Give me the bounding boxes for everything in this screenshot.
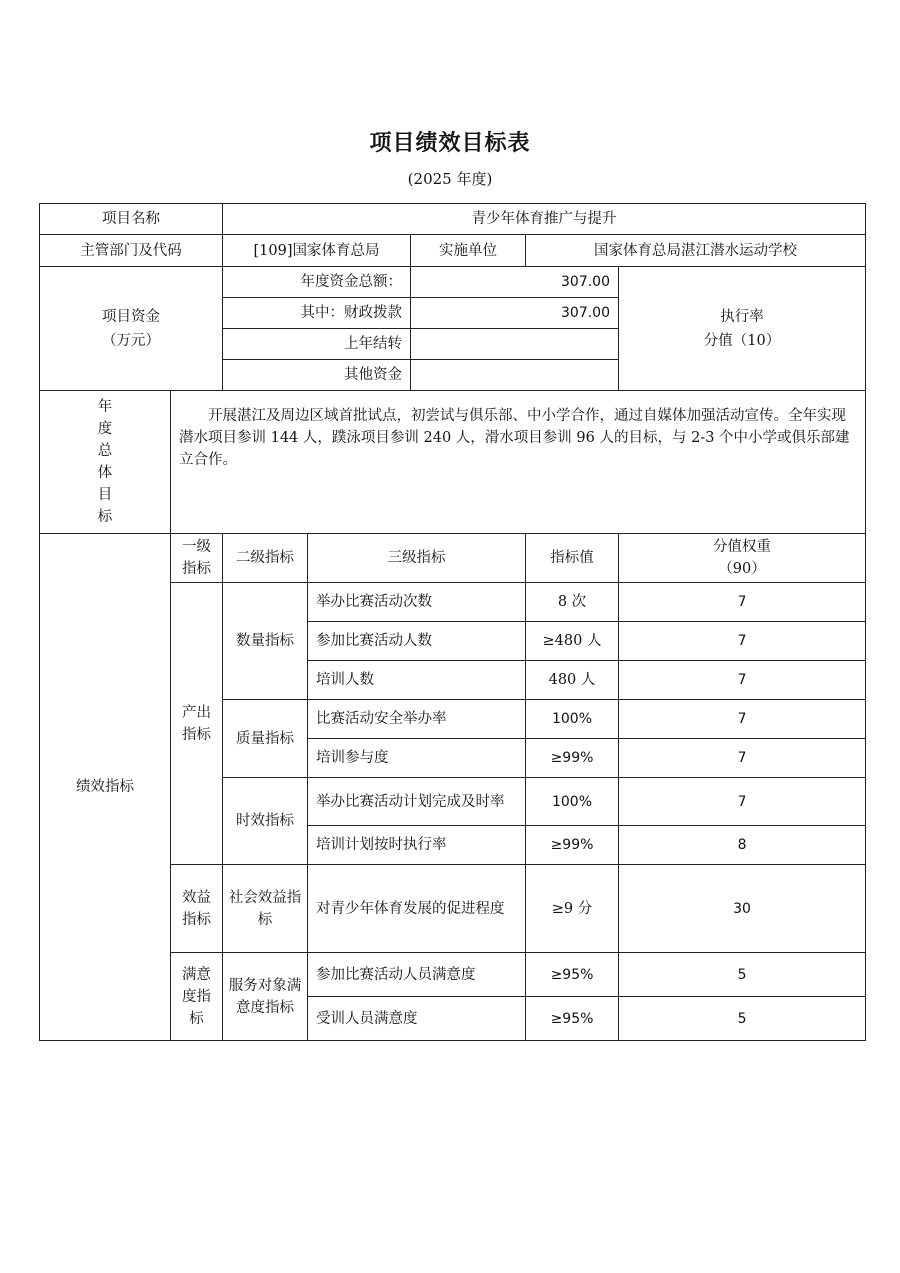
group-benefit: 效益指标	[171, 865, 223, 953]
goal-label-char: 体	[97, 465, 113, 481]
page-title: 项目绩效目标表	[369, 131, 531, 156]
indicator-name: 培训人数	[308, 661, 526, 700]
funds-carryover-value	[411, 329, 619, 360]
goal-label	[40, 391, 171, 534]
indicator-name: 培训计划按时执行率	[308, 826, 526, 865]
indicator-value: 100%	[526, 778, 619, 826]
indicator-value: 100%	[526, 700, 619, 739]
unit-label: 实施单位	[411, 235, 526, 267]
indicator-weight: 7	[619, 583, 866, 622]
header-weight-sub: （90）	[718, 561, 766, 577]
indicator-weight: 7	[619, 622, 866, 661]
indicator-name: 比赛活动安全举办率	[308, 700, 526, 739]
header-value: 指标值	[526, 534, 619, 583]
dept-label: 主管部门及代码	[40, 235, 223, 267]
funds-carryover-label: 上年结转	[223, 329, 411, 360]
goal-label-char: 年	[97, 399, 113, 415]
group-social: 社会效益指标	[223, 865, 308, 953]
indicator-weight: 7	[619, 661, 866, 700]
indicator-value: 8 次	[526, 583, 619, 622]
unit-value: 国家体育总局湛江潜水运动学校	[526, 235, 866, 267]
dept-value: [109]国家体育总局	[223, 235, 411, 267]
funds-unit-text: （万元）	[102, 332, 160, 349]
indicator-value: ≥95%	[526, 953, 619, 997]
goal-label-char: 标	[97, 509, 113, 525]
indicator-weight: 5	[619, 953, 866, 997]
indicator-value: 480 人	[526, 661, 619, 700]
funds-label	[40, 267, 223, 391]
indicator-name: 举办比赛活动计划完成及时率	[308, 778, 526, 826]
header-level3: 三级指标	[308, 534, 526, 583]
funds-other-label: 其他资金	[223, 360, 411, 391]
indicator-weight: 8	[619, 826, 866, 865]
indicator-name: 对青少年体育发展的促进程度	[308, 865, 526, 953]
goal-label-char: 度	[97, 421, 113, 437]
funds-total-value: 307.00	[411, 267, 619, 298]
indicator-name: 培训参与度	[308, 739, 526, 778]
exec-rate-label: 执行率	[720, 308, 764, 325]
project-name-label: 项目名称	[40, 204, 223, 235]
indicator-weight: 7	[619, 778, 866, 826]
indicator-name: 参加比赛活动人数	[308, 622, 526, 661]
goal-text: 开展湛江及周边区域首批试点，初尝试与俱乐部、中小学合作，通过自媒体加强活动宣传。全年实现潜水项目参训 144 人，蹼泳项目参训 240 人，滑水项目参训 96 人的目标，与 2-3 个中小学或俱乐部建立合作。	[171, 391, 866, 534]
performance-target-table	[39, 203, 866, 1041]
indicator-value: ≥9 分	[526, 865, 619, 953]
group-timeliness: 时效指标	[223, 778, 308, 865]
indicator-weight: 5	[619, 997, 866, 1041]
exec-rate-cell	[619, 267, 866, 391]
project-name-value: 青少年体育推广与提升	[223, 204, 866, 235]
indicator-weight: 7	[619, 700, 866, 739]
indicator-name: 举办比赛活动次数	[308, 583, 526, 622]
group-quality: 质量指标	[223, 700, 308, 778]
exec-rate-score: 分值（10）	[703, 332, 781, 349]
header-level2: 二级指标	[223, 534, 308, 583]
page-subtitle: (2025 年度)	[407, 170, 493, 188]
group-output: 产出指标	[171, 583, 223, 865]
funds-label-text: 项目资金	[102, 308, 160, 325]
group-service: 服务对象满意度指标	[223, 953, 308, 1041]
perf-label: 绩效指标	[40, 534, 171, 1041]
indicator-name: 参加比赛活动人员满意度	[308, 953, 526, 997]
goal-label-char: 目	[97, 487, 113, 503]
goal-label-char: 总	[97, 443, 113, 459]
indicator-weight: 7	[619, 739, 866, 778]
indicator-value: ≥480 人	[526, 622, 619, 661]
funds-other-value	[411, 360, 619, 391]
indicator-weight: 30	[619, 865, 866, 953]
indicator-value: ≥99%	[526, 739, 619, 778]
indicator-value: ≥95%	[526, 997, 619, 1041]
header-level1: 一级指标	[171, 534, 223, 583]
funds-fiscal-label: 其中：财政拨款	[223, 298, 411, 329]
funds-fiscal-value: 307.00	[411, 298, 619, 329]
group-quantity: 数量指标	[223, 583, 308, 700]
indicator-value: ≥99%	[526, 826, 619, 865]
funds-total-label: 年度资金总额：	[223, 267, 411, 298]
indicator-name: 受训人员满意度	[308, 997, 526, 1041]
group-satisfaction: 满意度指标	[171, 953, 223, 1041]
header-weight	[619, 534, 866, 583]
header-weight-label: 分值权重	[713, 539, 772, 555]
